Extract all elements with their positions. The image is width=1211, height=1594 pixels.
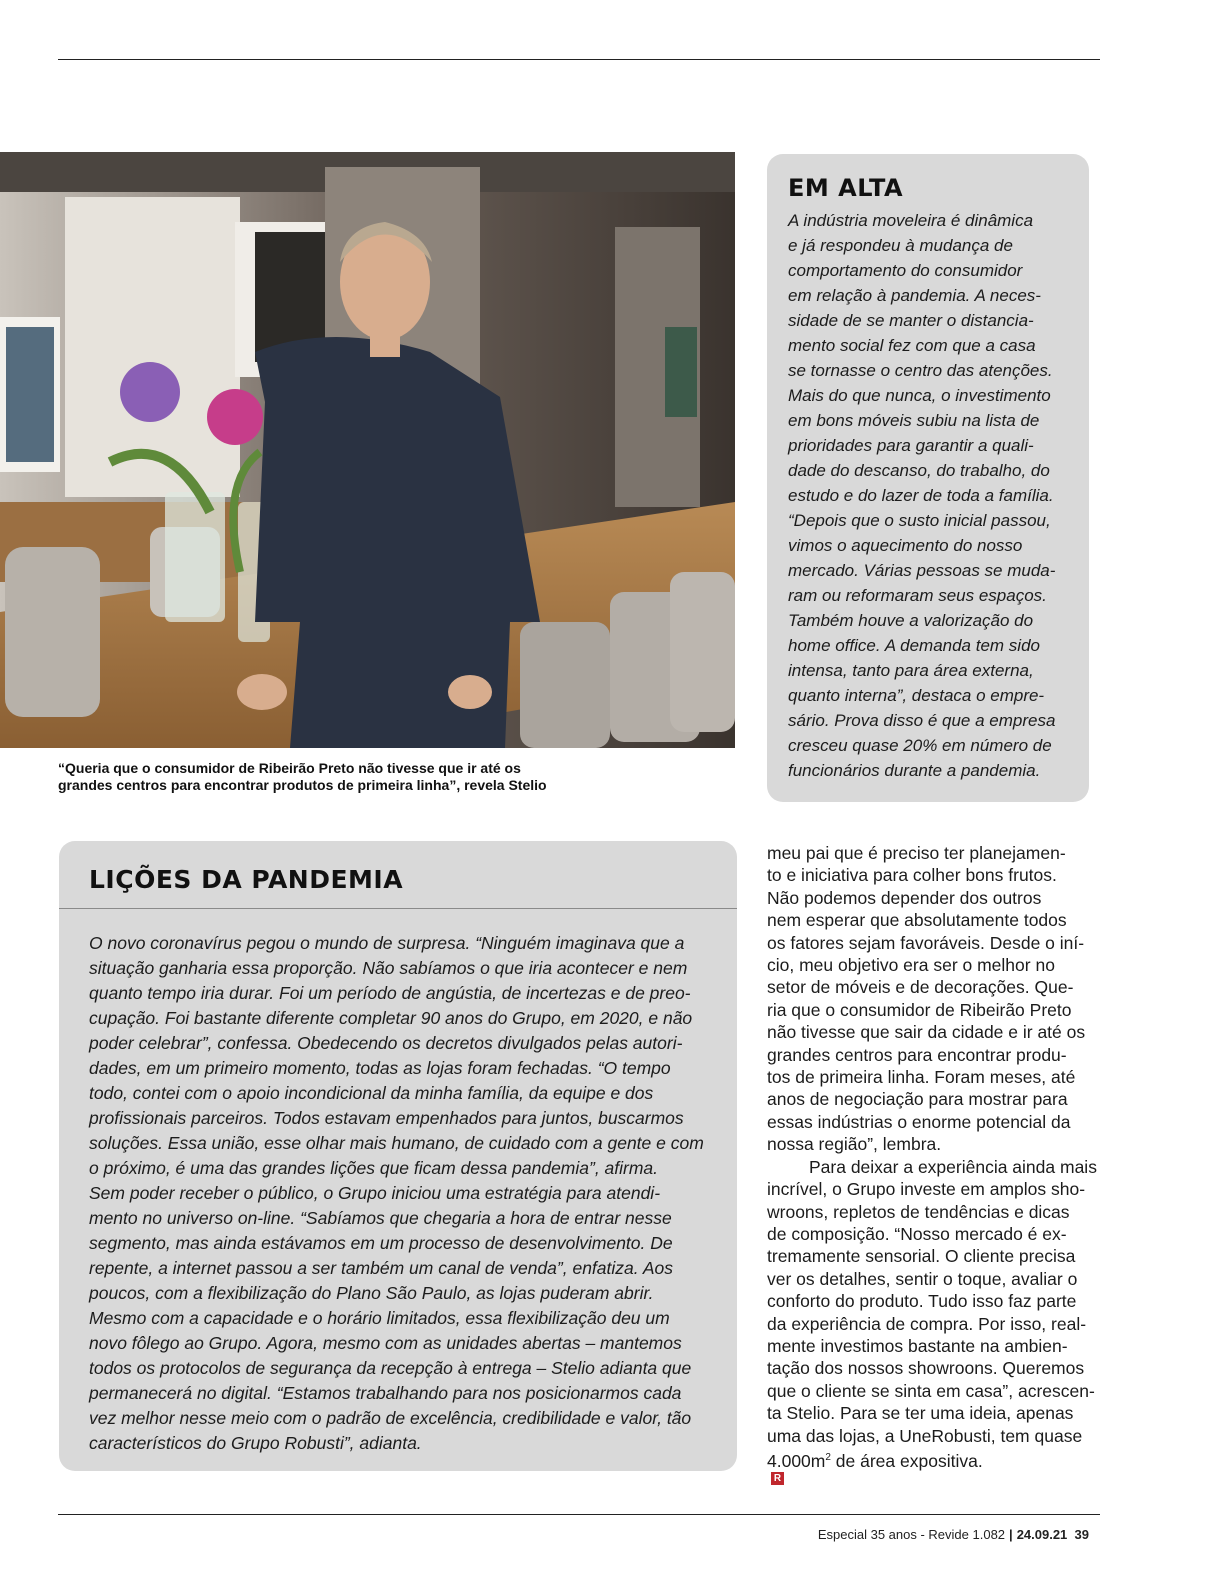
photo-illustration bbox=[0, 152, 735, 748]
text-line: ver os detalhes, sentir o toque, avaliar o bbox=[767, 1268, 1078, 1289]
text-line: prioridades para garantir a quali- bbox=[788, 436, 1034, 455]
text-line: os fatores sejam favoráveis. Desde o iní- bbox=[767, 932, 1085, 953]
area-unit-superscript: 2 bbox=[825, 1451, 831, 1463]
text-line: em bons móveis subiu na lista de bbox=[788, 411, 1040, 430]
text-line: tos de primeira linha. Foram meses, até bbox=[767, 1067, 1076, 1088]
last-line bbox=[767, 1447, 1089, 1485]
text-line: mercado. Várias pessoas se muda- bbox=[788, 561, 1056, 580]
text-line: intensa, tanto para área externa, bbox=[788, 661, 1034, 680]
text-line: funcionários durante a pandemia. bbox=[788, 761, 1041, 780]
licoes-box bbox=[59, 841, 737, 1471]
text-line: setor de móveis e de decorações. Que- bbox=[767, 977, 1074, 998]
text-line: anos de negociação para mostrar para bbox=[767, 1089, 1068, 1110]
text-line: ram ou reformaram seus espaços. bbox=[788, 586, 1047, 605]
text-line: segmento, mas ainda estávamos em um processo de desenvolvimento. De bbox=[89, 1233, 673, 1253]
text-line: poucos, com a flexibilização do Plano São Paulo, as lojas puderam abrir. bbox=[89, 1283, 654, 1303]
text-line: O novo coronavírus pegou o mundo de surpresa. “Ninguém imaginava que a bbox=[89, 933, 685, 953]
text-line: home office. A demanda tem sido bbox=[788, 636, 1040, 655]
text-line: mente investimos bastante na ambien- bbox=[767, 1335, 1068, 1356]
licoes-body bbox=[59, 909, 737, 1456]
text-line: cupação. Foi bastante diferente completar 90 anos do Grupo, em 2020, e não bbox=[89, 1008, 693, 1028]
text-line: estudo e do lazer de toda a família. bbox=[788, 486, 1054, 505]
em-alta-box bbox=[767, 154, 1089, 802]
text-line: característicos do Grupo Robusti”, adianta. bbox=[89, 1433, 422, 1453]
text-line: comportamento do consumidor bbox=[788, 261, 1023, 280]
text-line: Mesmo com a capacidade e o horário limitados, essa flexibilização deu um bbox=[89, 1308, 670, 1328]
text-line: novo fôlego ao Grupo. Agora, mesmo com as unidades abertas – mantemos bbox=[89, 1333, 682, 1353]
text-line: e já respondeu à mudança de bbox=[788, 236, 1013, 255]
text-line: todos os protocolos de segurança da recepção à entrega – Stelio adianta que bbox=[89, 1358, 692, 1378]
caption-line: “Queria que o consumidor de Ribeirão Preto não tivesse que ir até os bbox=[58, 760, 521, 776]
text-line: cresceu quase 20% em número de bbox=[788, 736, 1052, 755]
text-line: ta Stelio. Para se ter uma ideia, apenas bbox=[767, 1403, 1074, 1424]
text-line: “Depois que o susto inicial passou, bbox=[788, 511, 1051, 530]
footer-separator: | bbox=[1009, 1527, 1013, 1542]
text-line: repente, a internet passou a ser também um canal de venda”, enfatiza. Aos bbox=[89, 1258, 673, 1278]
text-line: em relação à pandemia. A neces- bbox=[788, 286, 1041, 305]
portrait-photo bbox=[0, 152, 735, 748]
text-line: tremamente sensorial. O cliente precisa bbox=[767, 1246, 1076, 1267]
text-line: incrível, o Grupo investe em amplos sho- bbox=[767, 1179, 1086, 1200]
issue-date: 24.09.21 bbox=[1016, 1527, 1068, 1542]
text-line: o próximo, é uma das grandes lições que ficam dessa pandemia”, afirma. bbox=[89, 1158, 659, 1178]
text-line: poder celebrar”, confessa. Obedecendo os decretos divulgados pelas autori- bbox=[89, 1033, 683, 1053]
text-line: grandes centros para encontrar produ- bbox=[767, 1044, 1067, 1065]
text-line: wroons, repletos de tendências e dicas bbox=[767, 1201, 1070, 1222]
text-line: soluções. Essa união, esse olhar mais humano, de cuidado com a gente e com bbox=[89, 1133, 704, 1153]
text-line: da experiência de compra. Por isso, real- bbox=[767, 1313, 1087, 1334]
text-line: Para deixar a experiência ainda mais bbox=[809, 1156, 1097, 1177]
text-line: tação dos nossos showroons. Queremos bbox=[767, 1358, 1085, 1379]
text-line: nem esperar que absolutamente todos bbox=[767, 910, 1067, 931]
publication-name: Especial 35 anos - Revide 1.082 bbox=[817, 1527, 1006, 1542]
text-line: Não podemos depender dos outros bbox=[767, 887, 1042, 908]
text-line: essas indústrias o enorme potencial da bbox=[767, 1111, 1071, 1132]
text-line: dade do descanso, do trabalho, do bbox=[788, 461, 1050, 480]
text-line: Também houve a valorização do bbox=[788, 611, 1034, 630]
text-line: de composição. “Nosso mercado é ex- bbox=[767, 1223, 1067, 1244]
article-column bbox=[767, 842, 1097, 1485]
bottom-rule bbox=[58, 1514, 1100, 1515]
text-line: que o cliente se sinta em casa”, acrescen- bbox=[767, 1380, 1095, 1401]
text-line: Sem poder receber o público, o Grupo iniciou uma estratégia para atendi- bbox=[89, 1183, 661, 1203]
caption-line: grandes centros para encontrar produtos de primeira linha”, revela Stelio bbox=[58, 777, 547, 793]
text-line: vez melhor nesse meio com o padrão de excelência, credibilidade e valor, tão bbox=[89, 1408, 692, 1428]
text-line: nossa região”, lembra. bbox=[767, 1134, 942, 1155]
text-line: conforto do produto. Tudo isso faz parte bbox=[767, 1291, 1077, 1312]
photo-caption bbox=[58, 760, 698, 794]
text-line: sário. Prova disso é que a empresa bbox=[788, 711, 1056, 730]
text-line: profissionais parceiros. Todos estavam empenhados para juntos, buscarmos bbox=[89, 1108, 684, 1128]
text-line: dades, em um primeiro momento, todas as lojas foram fechadas. “O tempo bbox=[89, 1058, 671, 1078]
text-line: quanto interna”, destaca o empre- bbox=[788, 686, 1045, 705]
text-line: ria que o consumidor de Ribeirão Preto bbox=[767, 999, 1072, 1020]
page-number: 39 bbox=[1074, 1527, 1089, 1542]
text-line: permanecerá no digital. “Estamos trabalhando para nos posicionarmos cada bbox=[89, 1383, 682, 1403]
text-line: Mais do que nunca, o investimento bbox=[788, 386, 1051, 405]
text-line: meu pai que é preciso ter planejamen- bbox=[767, 843, 1066, 863]
text-line: situação ganharia essa proporção. Não sabíamos o que iria acontecer e nem bbox=[89, 958, 688, 978]
licoes-header bbox=[59, 841, 737, 909]
area-suffix: de área expositiva. bbox=[830, 1450, 983, 1471]
text-line: vimos o aquecimento do nosso bbox=[788, 536, 1023, 555]
text-line: A indústria moveleira é dinâmica bbox=[788, 211, 1034, 230]
text-line: não tivesse que sair da cidade e ir até os bbox=[767, 1022, 1086, 1043]
text-line: quanto tempo iria durar. Foi um período de angústia, de incertezas e de preo- bbox=[89, 983, 691, 1003]
end-mark-icon: R bbox=[771, 1472, 784, 1485]
text-line: mento no universo on-line. “Sabíamos que chegaria a hora de entrar nesse bbox=[89, 1208, 672, 1228]
area-value: 4.000m bbox=[767, 1450, 826, 1471]
text-line: uma das lojas, a UneRobusti, tem quase bbox=[767, 1425, 1083, 1446]
top-rule bbox=[58, 59, 1100, 60]
em-alta-body bbox=[788, 208, 1069, 783]
em-alta-title: EM ALTA bbox=[788, 174, 904, 202]
text-line: se tornasse o centro das atenções. bbox=[788, 361, 1053, 380]
text-line: to e iniciativa para colher bons frutos. bbox=[767, 865, 1057, 886]
text-line: sidade de se manter o distancia- bbox=[788, 311, 1034, 330]
text-line: mento social fez com que a casa bbox=[788, 336, 1036, 355]
page-footer bbox=[600, 1527, 1089, 1542]
licoes-title: LIÇÕES DA PANDEMIA bbox=[89, 865, 404, 894]
text-line: todo, contei com o apoio incondicional da minha família, da equipe e dos bbox=[89, 1083, 654, 1103]
text-line: cio, meu objetivo era ser o melhor no bbox=[767, 955, 1055, 976]
